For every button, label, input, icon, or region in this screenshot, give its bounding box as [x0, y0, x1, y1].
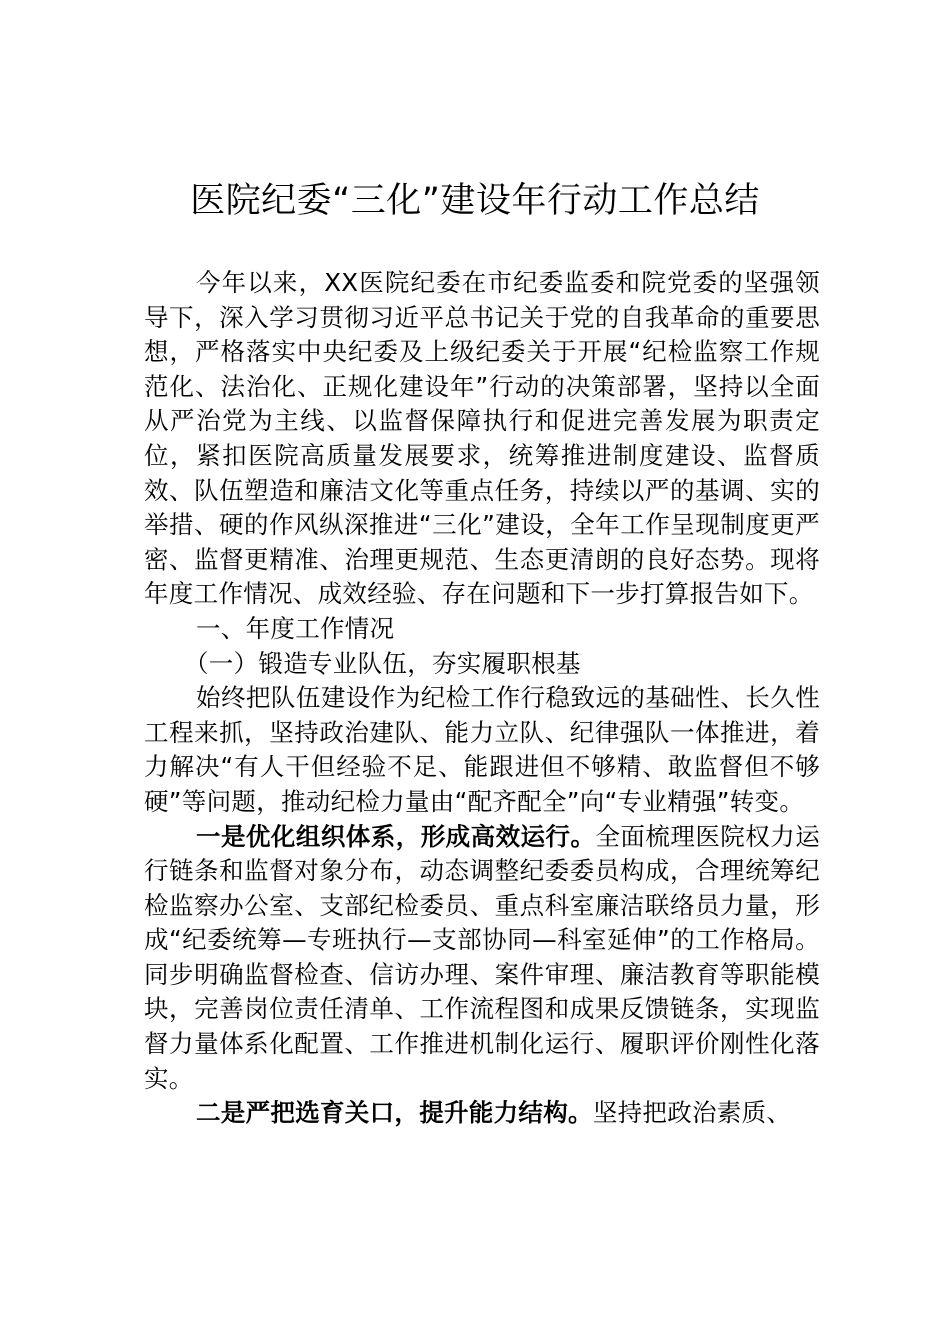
intro-paragraph: 今年以来，XX医院纪委在市纪委监委和院党委的坚强领导下，深入学习贯彻习近平总书记关于党的自我革命的重要思想，严格落实中央纪委及上级纪委关于开展“纪检监察工作规范化、法治化、正规化建设年”行动的决策部署，坚持以全面从严治党为主线、以监督保障执行和促进完善发展为职责定位，紧扣医院高质量发展要求，统筹推进制度建设、监督质效、队伍塑造和廉洁文化等重点任务，持续以严的基调、实的举措、硬的作风纵深推进“三化”建设，全年工作呈现制度更严密、监督更精准、治理更规范、生态更清朗的良好态势。现将年度工作情况、成效经验、存在问题和下一步打算报告如下。 [144, 268, 820, 609]
subsection-heading-1: （一）锻造专业队伍，夯实履职根基 [184, 648, 581, 678]
point-text-1: 全面梳理医院权力运行链条和监督对象分布，动态调整纪委委员构成，合理统筹纪检监察办公室、支部纪检委员、重点科室廉洁联络员力量，形成“纪委统筹—专班执行—支部协同—科室延伸”的工作格局。同步明确监督检查、信访办理、案件审理、廉洁教育等职能模块，完善岗位责任清单、工作流程图和成果反馈链条，实现监督力量体系化配置、工作推进机制化运行、履职评价刚性化落实。 [144, 821, 820, 1093]
point-paragraph-2 [144, 1096, 820, 1131]
document-title: 医院纪委“三化”建设年行动工作总结 [190, 181, 760, 221]
document-body [144, 266, 820, 1131]
point-paragraph-1 [144, 820, 820, 1097]
section-heading-1: 一、年度工作情况 [196, 613, 395, 643]
subsection-intro-paragraph: 始终把队伍建设作为纪检工作行稳致远的基础性、长久性工程来抓，坚持政治建队、能力立队、纪律强队一体推进，着力解决“有人干但经验不足、能跟进但不够精、敢监督但不够硬”等问题，推动纪检力量由“配齐配全”向“专业精强”转变。 [144, 683, 820, 816]
point-lead-1: 一是优化组织体系，形成高效运行。 [196, 821, 596, 851]
point-text-2: 坚持把政治素质、 [592, 1098, 792, 1128]
point-lead-2: 二是严把选育关口，提升能力结构。 [196, 1098, 593, 1128]
